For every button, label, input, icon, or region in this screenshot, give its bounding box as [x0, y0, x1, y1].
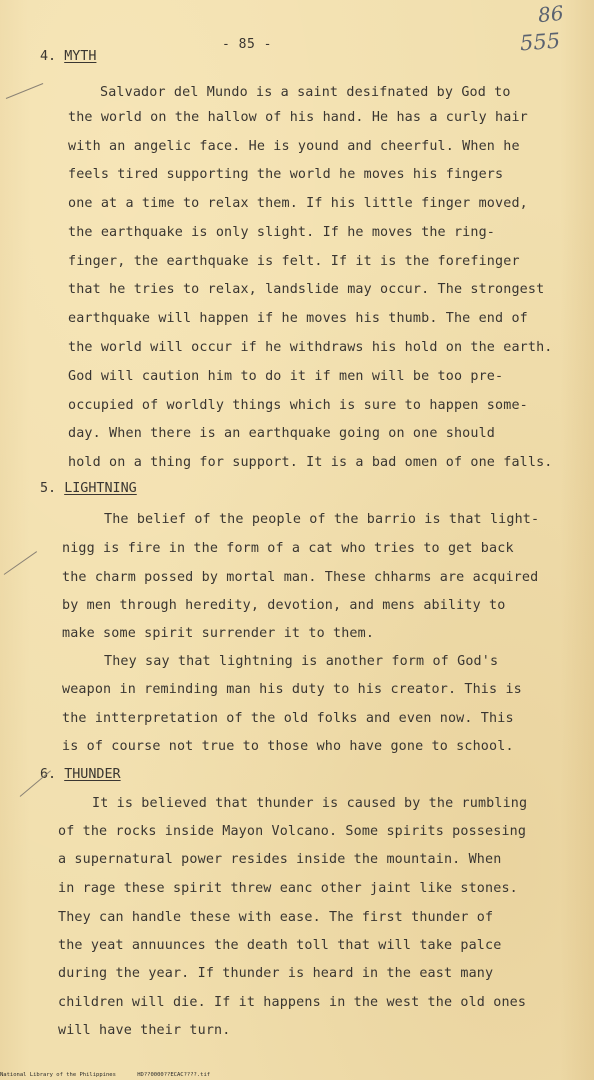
text-line: the world will occur if he withdraws his hold on the earth. [68, 340, 553, 355]
text-line: Salvador del Mundo is a saint desifnated by God to [100, 85, 511, 100]
text-line: with an angelic face. He is yound and cheerful. When he [68, 139, 520, 154]
text-line: They say that lightning is another form of God's [104, 654, 499, 669]
section-heading-myth [40, 48, 96, 66]
text-line: nigg is fire in the form of a cat who tries to get back [62, 541, 514, 556]
section-heading-thunder [40, 766, 121, 784]
text-line: the world on the hallow of his hand. He has a curly hair [68, 110, 528, 125]
text-line: in rage these spirit threw eanc other jaint like stones. [58, 881, 518, 896]
text-line: the yeat annuunces the death toll that will take palce [58, 938, 502, 953]
text-line: will have their turn. [58, 1023, 231, 1038]
text-line: feels tired supporting the world he moves his fingers [68, 167, 504, 182]
margin-pencil-mark [6, 83, 43, 99]
text-line: of the rocks inside Mayon Volcano. Some spirits possesing [58, 824, 527, 839]
text-line: the earthquake is only slight. If he moves the ring- [68, 225, 496, 240]
text-line: make some spirit surrender it to them. [62, 626, 375, 641]
section-heading-lightning [40, 480, 137, 498]
text-line: earthquake will happen if he moves his thumb. The end of [68, 311, 528, 326]
text-line: one at a time to relax them. If his little finger moved, [68, 196, 528, 211]
text-line: children will die. If it happens in the west the old ones [58, 995, 527, 1010]
text-line: by men through heredity, devotion, and mens ability to [62, 598, 506, 613]
text-line: a supernatural power resides inside the mountain. When [58, 852, 502, 867]
text-line: day. When there is an earthquake going on one should [68, 426, 496, 441]
text-line: finger, the earthquake is felt. If it is the forefinger [68, 254, 520, 269]
section-title: THUNDER [64, 767, 121, 782]
text-line: occupied of worldly things which is sure to happen some- [68, 398, 528, 413]
text-line: is of course not true to those who have gone to school. [62, 739, 514, 754]
text-line: hold on a thing for support. It is a bad omen of one falls. [68, 455, 553, 470]
page-number: - 85 - [222, 37, 272, 52]
handwritten-annotation: 555 [519, 28, 561, 56]
section-number: 5. [40, 481, 57, 496]
footer-file: HD??0000??ECAC????.tif [137, 1072, 211, 1078]
footer-source: National Library of the Philippines [0, 1072, 116, 1078]
scan-footer [0, 1072, 228, 1078]
text-line: the charm possed by mortal man. These chharms are acquired [62, 570, 539, 585]
text-line: God will caution him to do it if men will be too pre- [68, 369, 504, 384]
text-line: during the year. If thunder is heard in the east many [58, 966, 494, 981]
section-number: 6. [40, 767, 57, 782]
text-line: They can handle these with ease. The first thunder of [58, 910, 494, 925]
text-line: The belief of the people of the barrio is that light- [104, 512, 540, 527]
text-line: that he tries to relax, landslide may occur. The strongest [68, 282, 545, 297]
margin-pencil-mark [4, 551, 37, 575]
text-line: It is believed that thunder is caused by the rumbling [92, 796, 528, 811]
text-line: weapon in reminding man his duty to his creator. This is [62, 682, 522, 697]
handwritten-page-number: 86 [536, 0, 565, 28]
section-title: LIGHTNING [64, 481, 137, 496]
text-line: the intterpretation of the old folks and even now. This [62, 711, 514, 726]
section-number: 4. [40, 49, 57, 64]
section-title: MYTH [64, 49, 97, 64]
